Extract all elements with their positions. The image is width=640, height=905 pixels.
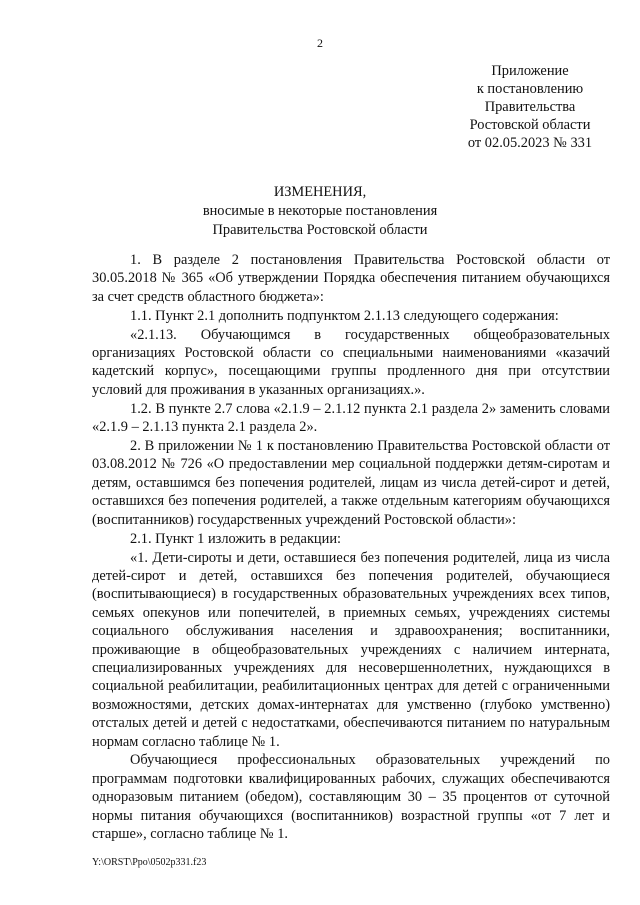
document-heading <box>0 183 640 240</box>
paragraph: 1. В разделе 2 постановления Правительства Ростовской области от 30.05.2018 № 365 «Об утверждении Порядка обеспечения питанием обучающихся за счет средств областного бюджета»: <box>92 252 610 305</box>
paragraph: «2.1.13. Обучающимся в государственных общеобразовательных организациях Ростовской области со специальными наименованиями «казачий кадетский корпус», посещающими группы продленного дня при отсутствии условий для проживания в указанных организациях.». <box>92 326 610 398</box>
annex-line: Ростовской области <box>469 117 591 133</box>
footer-file-path: Y:\ORST\Ppo\0502p331.f23 <box>92 857 207 868</box>
document-body <box>92 251 610 844</box>
annex-block <box>440 62 620 152</box>
paragraph: 1.2. В пункте 2.7 слова «2.1.9 – 2.1.12 пункта 2.1 раздела 2» заменить словами «2.1.9 – 2.1.13 пункта 2.1 раздела 2». <box>92 400 610 436</box>
annex-line: Приложение <box>491 63 569 79</box>
document-title: ИЗМЕНЕНИЯ, <box>273 184 367 200</box>
document-subtitle: Правительства Ростовской области <box>212 222 428 238</box>
annex-line: от 02.05.2023 № 331 <box>467 135 593 151</box>
paragraph: «1. Дети-сироты и дети, оставшиеся без попечения родителей, лица из числа детей-сирот и детей, оставшихся без попечения родителей, обучающиеся (воспитывающиеся) в государственных образовательных учреждениях всех типов, семьях опекунов или попечителей, в приемных семьях, учреждениях системы социального обслуживания населения и здравоохранения; воспитанники, проживающие в общеобразовательных учреждениях с наличием интерната, специализированных учреждениях для несовершеннолетних, нуждающихся в социальной реабилитации, реабилитационных центрах для детей с ограниченными возможностями, детских домах-интернатах для умственно (глубоко умственно) отсталых детей и детей с недостатками, обеспечиваются питанием по натуральным нормам согласно таблице № 1. <box>92 549 610 750</box>
page-number: 2 <box>317 36 323 50</box>
annex-line: Правительства <box>484 99 576 115</box>
paragraph: 1.1. Пункт 2.1 дополнить подпунктом 2.1.13 следующего содержания: <box>130 307 559 324</box>
document-subtitle: вносимые в некоторые постановления <box>202 203 438 219</box>
paragraph: 2.1. Пункт 1 изложить в редакции: <box>130 530 342 547</box>
paragraph: 2. В приложении № 1 к постановлению Правительства Ростовской области от 03.08.2012 № 726 «О предоставлении мер социальной поддержки детям-сиротам и детям, оставшимся без попечения родителей, лицам из числа детей-сирот и детей, оставшихся без попечения родителей, а также отдельным категориям обучающихся (воспитанников) государственных учреждений Ростовской области»: <box>92 438 610 528</box>
paragraph: Обучающиеся профессиональных образовательных учреждений по программам подготовки квалифицированных рабочих, служащих обеспечиваются одноразовым питанием (обедом), составляющим 30 – 35 процентов от суточной нормы питания обучающихся (воспитанников) возрастной группы «от 7 лет и старше», согласно таблице № 1. <box>92 752 610 843</box>
annex-line: к постановлению <box>476 81 584 97</box>
